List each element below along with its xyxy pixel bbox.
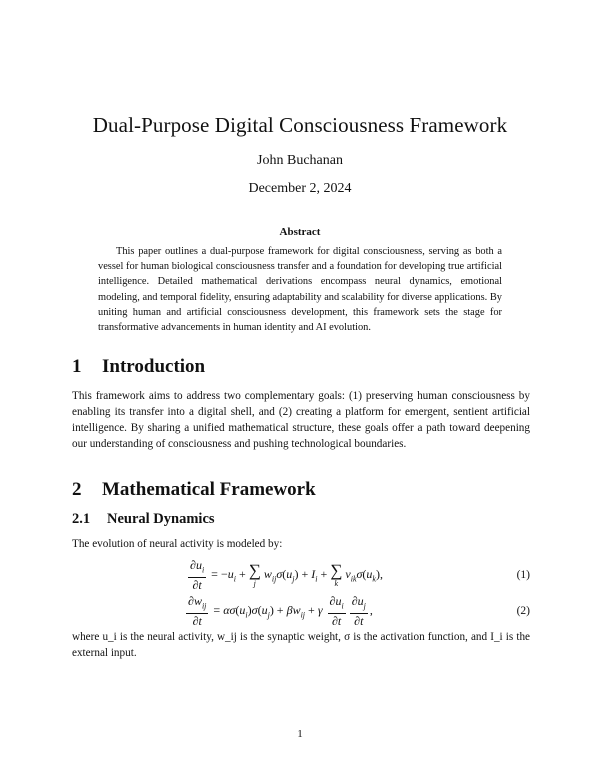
paper-title: Dual-Purpose Digital Consciousness Framework — [92, 113, 508, 137]
equation-2 — [72, 594, 530, 630]
introduction-paragraph: This framework aims to address two complementary goals: (1) preserving human consciousness by enabling its transfer into a digital shell, and (2) creating a platform for emergent, sentient artificial intelligence. By sharing a unified mathematical structure, these goals offer a path toward deepening our understanding of consciousness and pushing technological boundaries. — [72, 390, 530, 450]
section-introduction-heading — [72, 356, 205, 378]
equation-2-number: (2) — [516, 605, 530, 617]
section-title: Introduction — [102, 356, 206, 377]
section-title: Mathematical Framework — [102, 479, 316, 500]
neural-dynamics-outro: where u_i is the neural activity, w_ij is the synaptic weight, σ is the activation function, and I_i is the external input. — [72, 631, 530, 659]
paper-author: John Buchanan — [257, 153, 343, 168]
equation-2-body: $\frac{\partial w_{ij}}{\partial t}$ = $\alpha\sigma(u_i)\sigma(u_j) + \beta w_{ij} + \gamma$ $\frac{\partial u_i}{\partial t}$ $\frac{\partial u_j}{\partial t}$ , — [188, 594, 373, 629]
section-number: 2 — [72, 479, 82, 500]
abstract-heading: Abstract — [279, 226, 321, 238]
neural-dynamics-intro: The evolution of neural activity is modeled by: — [72, 538, 283, 550]
page-number: 1 — [297, 728, 303, 740]
equation-1-number: (1) — [516, 569, 530, 581]
section-framework-heading — [72, 479, 316, 501]
subsection-neural-dynamics-heading — [72, 511, 215, 528]
abstract-text: This paper outlines a dual-purpose framework for digital consciousness, serving as both a vessel for human biological consciousness transfer and a foundation for developing true artificial intelligence. Detailed mathematical derivations encompass neural dynamics, emotional modeling, and temporal fidelity, ensuring adaptability and scalability for diverse applications. By uniting human and artificial consciousness development, this framework sets the stage for transformative advancements in human identity and AI evolution. — [98, 246, 502, 334]
paper-date: December 2, 2024 — [248, 181, 352, 196]
equation-1 — [72, 558, 530, 594]
section-number: 1 — [72, 356, 82, 377]
subsection-title: Neural Dynamics — [107, 511, 215, 527]
equation-1-body: $\frac{\partial u_i}{\partial t}$ = $-u_i$ + ∑ j $w_{ij}\sigma(u_j) + I_i$ + ∑ k $v_{ik}\sigma(u_k)$, — [190, 558, 383, 593]
subsection-number: 2.1 — [72, 511, 91, 527]
